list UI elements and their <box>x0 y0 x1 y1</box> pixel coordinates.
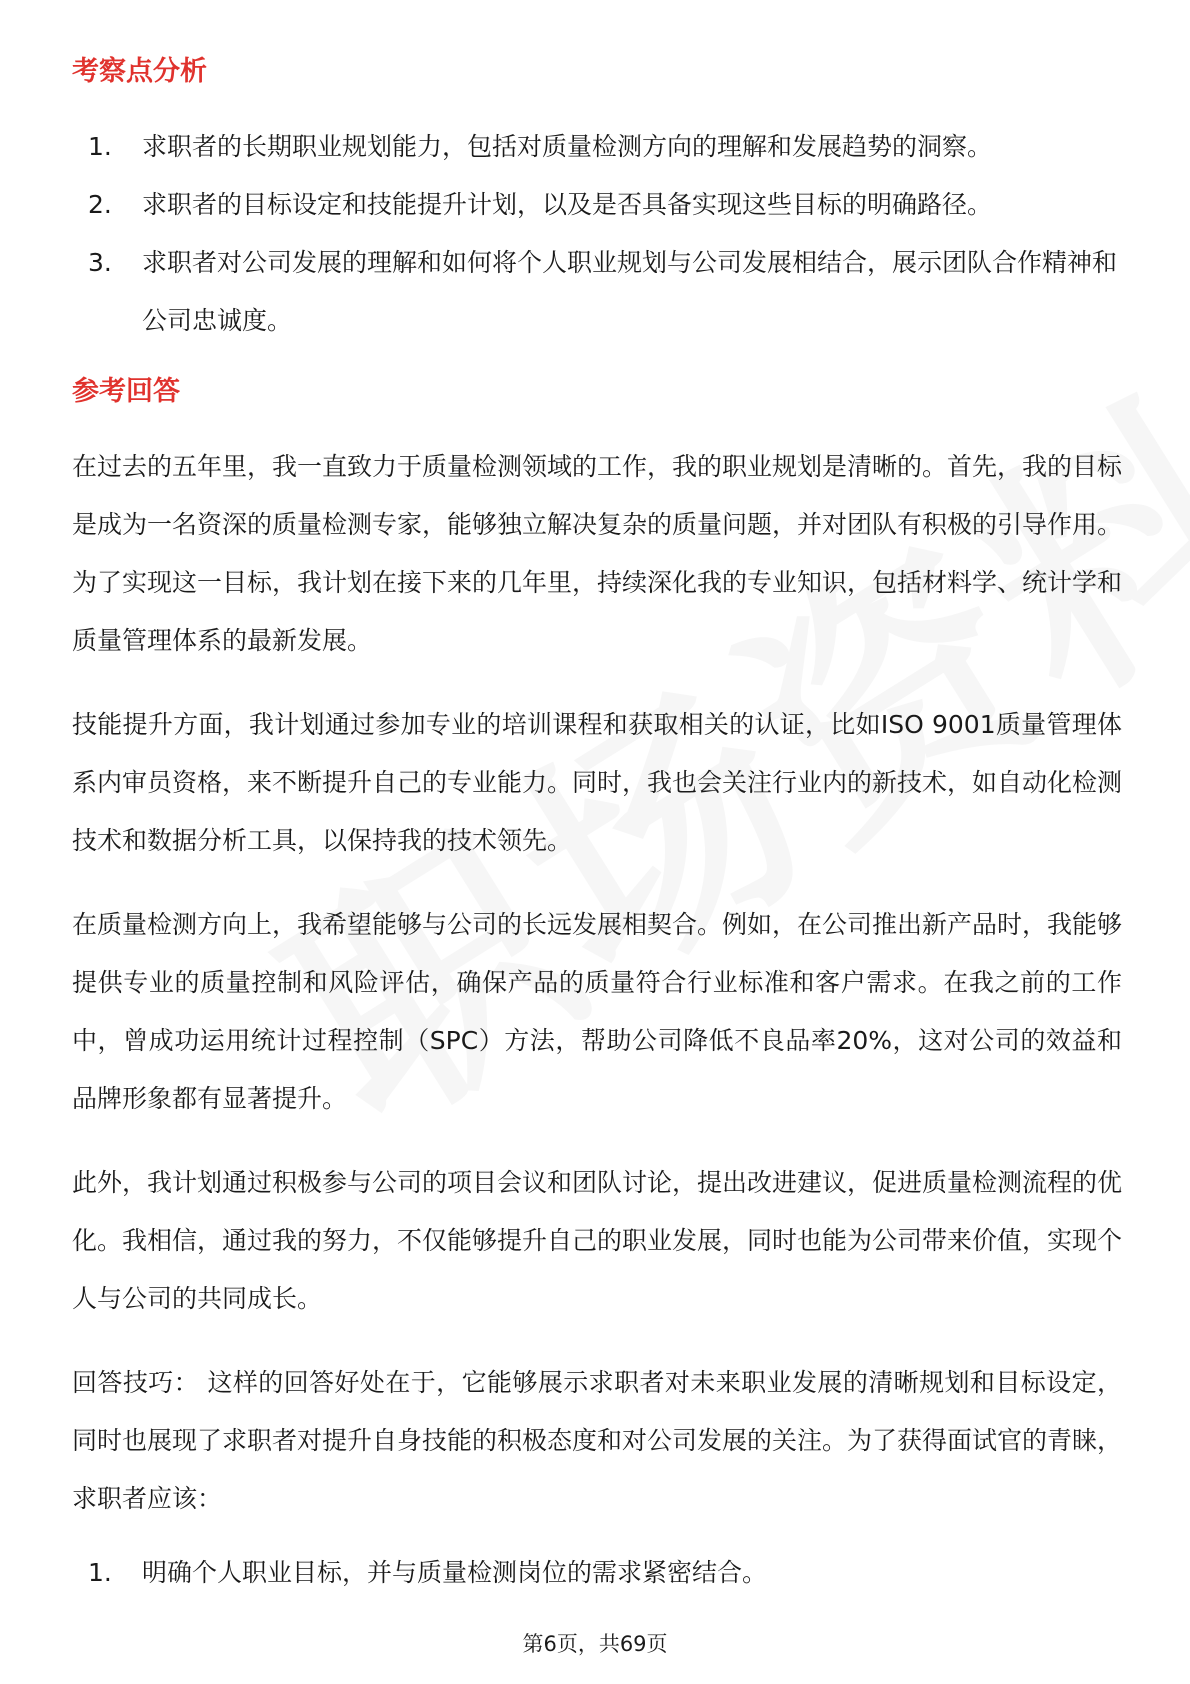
list-item <box>88 1544 1122 1602</box>
list-number: 2. <box>88 190 112 219</box>
list-number: 3. <box>88 248 112 277</box>
paragraph: 在过去的五年里，我一直致力于质量检测领域的工作，我的职业规划是清晰的。首先，我的目标是成为一名资深的质量检测专家，能够独立解决复杂的质量问题，并对团队有积极的引导作用。为了实现这一目标，我计划在接下来的几年里，持续深化我的专业知识，包括材料学、统计学和质量管理体系的最新发展。 <box>72 452 1123 655</box>
analysis-title: 考察点分析 <box>72 56 207 87</box>
document-page <box>72 52 1122 1602</box>
paragraph: 此外，我计划通过积极参与公司的项目会议和团队讨论，提出改进建议，促进质量检测流程的优化。我相信，通过我的努力，不仅能够提升自己的职业发展，同时也能为公司带来价值，实现个人与公司的共同成长。 <box>72 1168 1123 1313</box>
list-item <box>88 118 1122 176</box>
paragraph: 回答技巧： 这样的回答好处在于，它能够展示求职者对未来职业发展的清晰规划和目标设定，同时也展现了求职者对提升自身技能的积极态度和对公司发展的关注。为了获得面试官的青睐，求职者应该： <box>72 1368 1123 1513</box>
list-text: 求职者的长期职业规划能力，包括对质量检测方向的理解和发展趋势的洞察。 <box>142 132 993 161</box>
paragraph: 技能提升方面，我计划通过参加专业的培训课程和获取相关的认证，比如ISO 9001质量管理体系内审员资格，来不断提升自己的专业能力。同时，我也会关注行业内的新技术，如自动化检测技术和数据分析工具，以保持我的技术领先。 <box>72 710 1123 855</box>
list-text: 求职者对公司发展的理解和如何将个人职业规划与公司发展相结合，展示团队合作精神和公司忠诚度。 <box>142 248 1118 335</box>
list-number: 1. <box>88 132 112 161</box>
analysis-list <box>72 118 1122 350</box>
list-text: 求职者的目标设定和技能提升计划，以及是否具备实现这些目标的明确路径。 <box>142 190 993 219</box>
list-number: 1. <box>88 1558 112 1587</box>
tips-list <box>72 1544 1122 1602</box>
page-number: 第6页，共69页 <box>522 1632 668 1656</box>
paragraph: 在质量检测方向上，我希望能够与公司的长远发展相契合。例如，在公司推出新产品时，我能够提供专业的质量控制和风险评估，确保产品的质量符合行业标准和客户需求。在我之前的工作中，曾成功运用统计过程控制（SPC）方法，帮助公司降低不良品率20%，这对公司的效益和品牌形象都有显著提升。 <box>72 910 1123 1113</box>
answer-title: 参考回答 <box>72 376 180 407</box>
list-item <box>88 234 1122 350</box>
list-text: 明确个人职业目标，并与质量检测岗位的需求紧密结合。 <box>142 1558 768 1587</box>
list-item <box>88 176 1122 234</box>
